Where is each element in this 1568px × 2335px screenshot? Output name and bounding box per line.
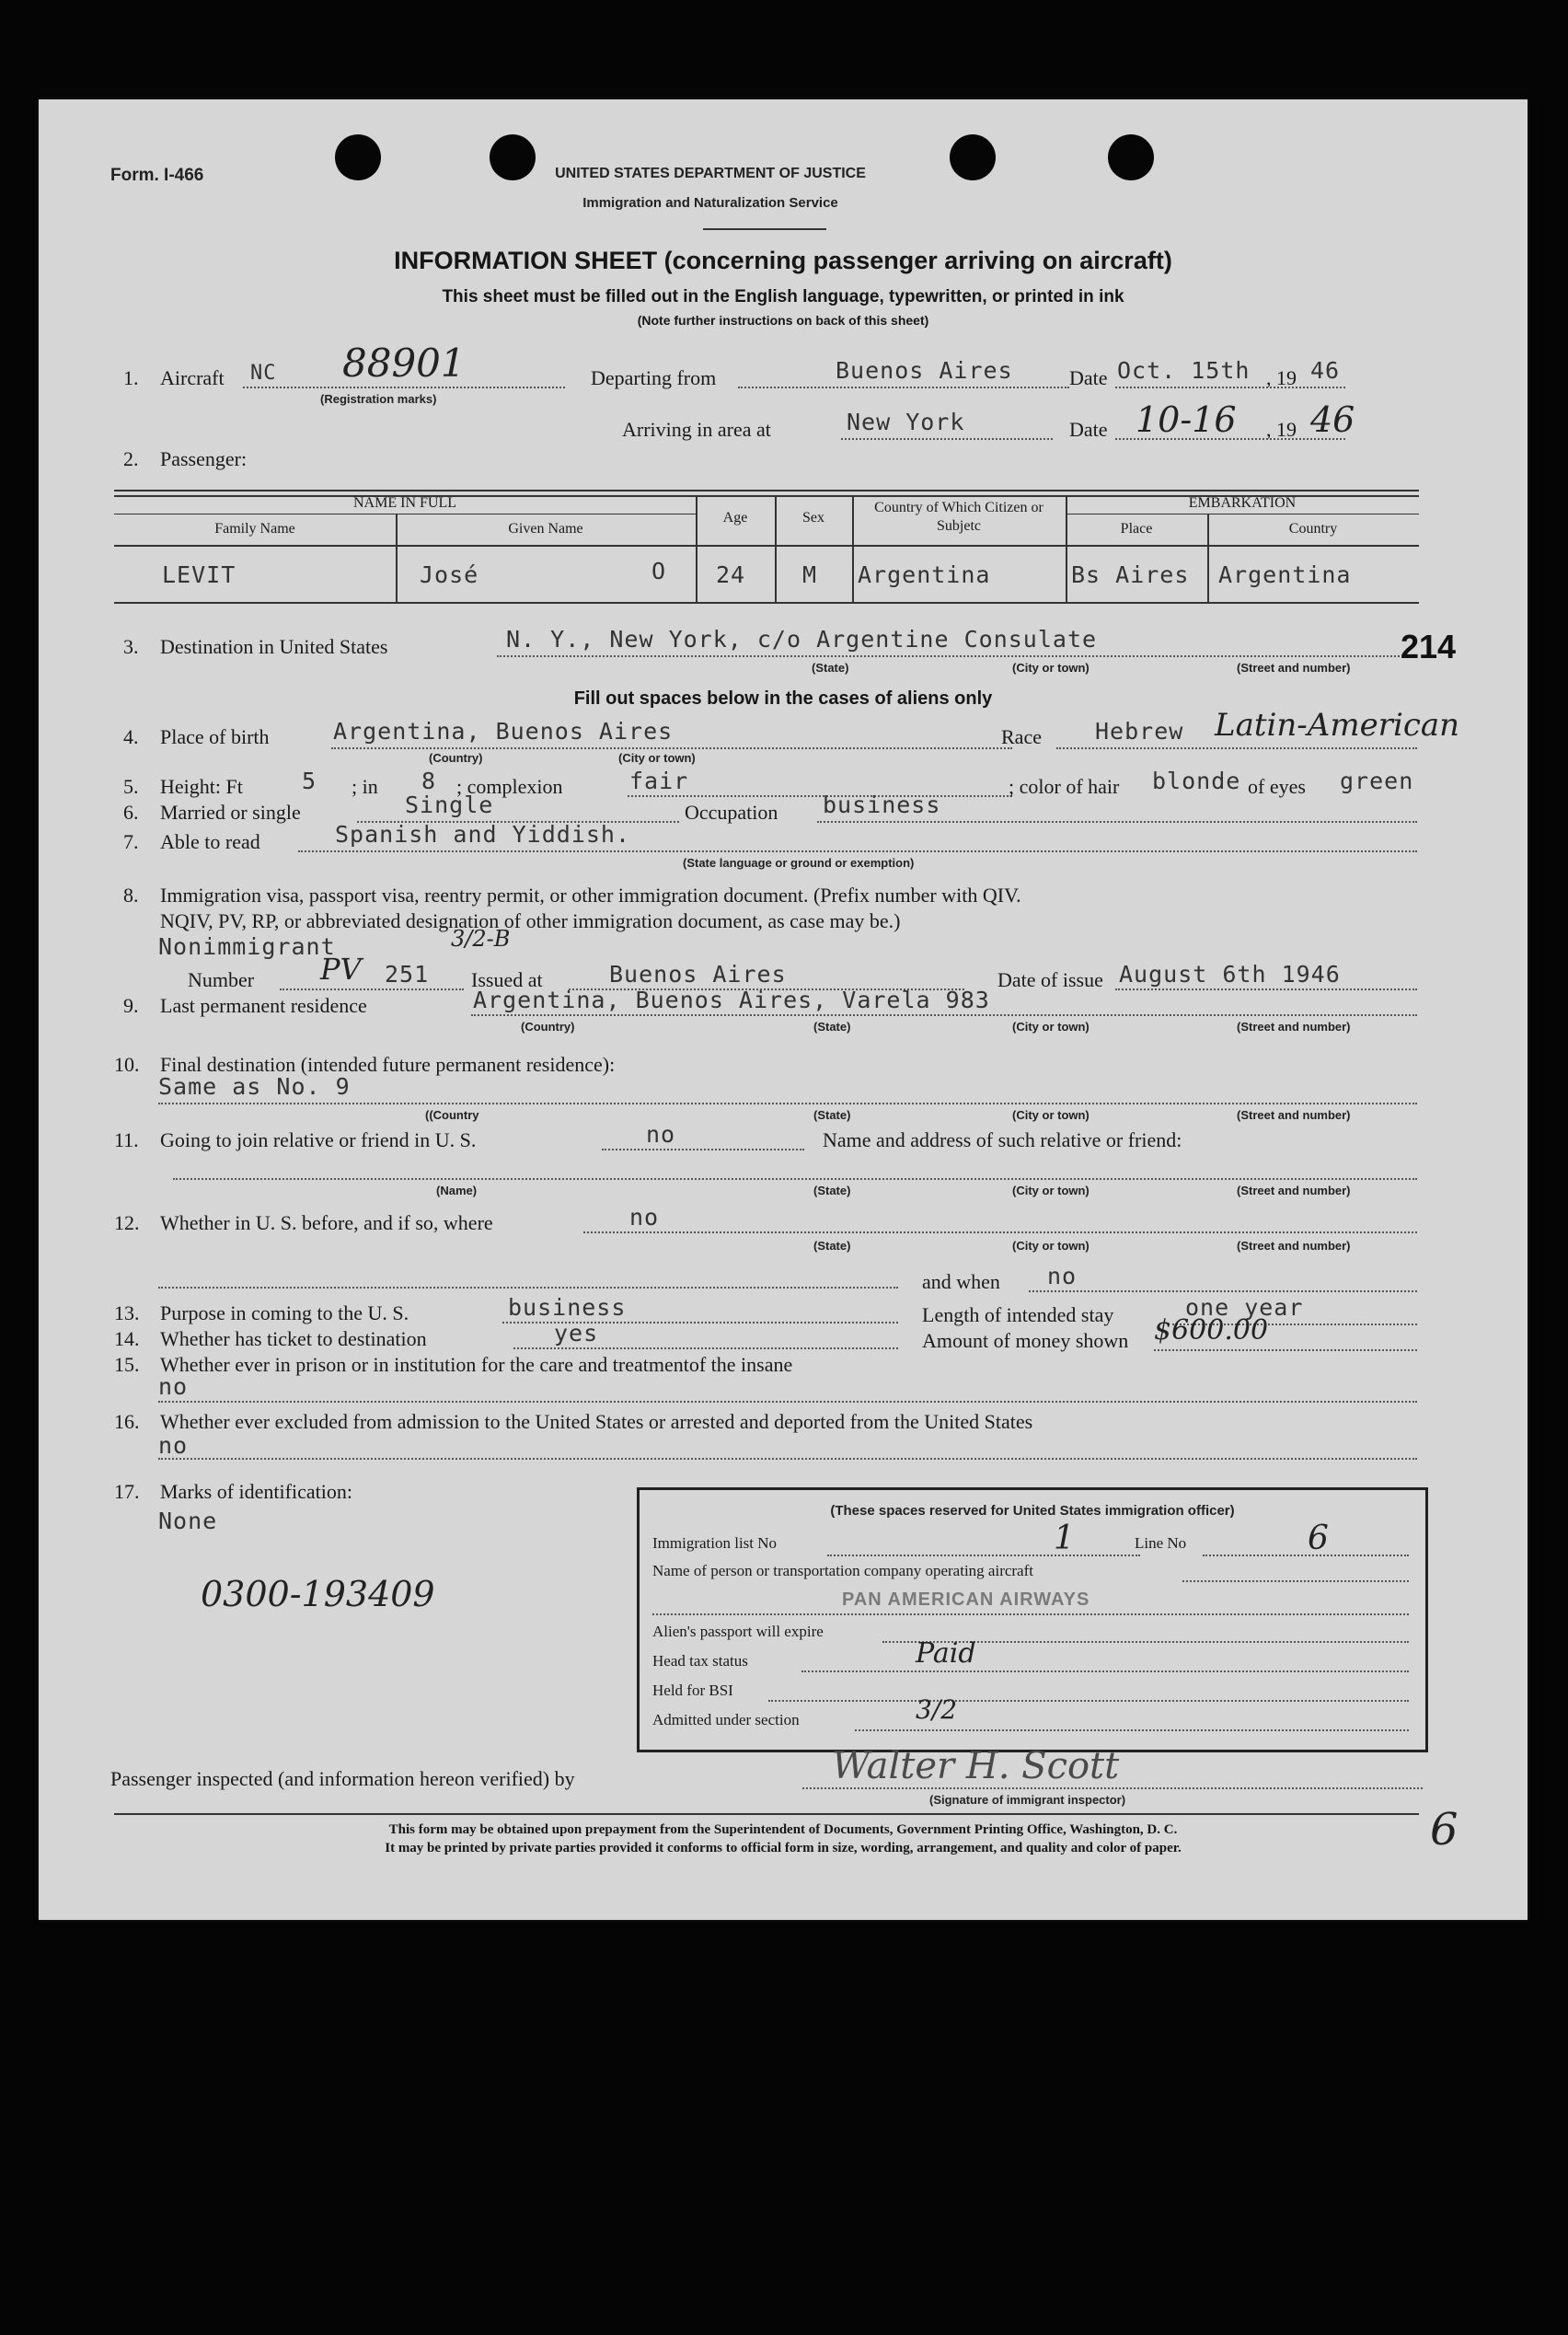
inspection-label: Passenger inspected (and information hereon verified) by <box>110 1767 575 1790</box>
arriving-date-label: Date <box>1069 418 1108 441</box>
q3-number: 3. <box>123 635 139 658</box>
department-name: UNITED STATES DEPARTMENT OF JUSTICE <box>555 166 866 181</box>
residence-country-caption: (Country) <box>521 1020 575 1034</box>
residence-city-caption: (City or town) <box>1012 1020 1090 1034</box>
visa-number: 251 <box>385 961 430 988</box>
issue-date-value: August 6th 1946 <box>1119 961 1341 988</box>
race-label: Race <box>1001 725 1042 748</box>
visit-city-caption: (City or town) <box>1012 1239 1090 1253</box>
relative-street-caption: (Street and number) <box>1237 1184 1351 1197</box>
join-relative-label: Going to join relative or friend in U. S. <box>160 1128 477 1151</box>
q1-number: 1. <box>123 366 139 389</box>
q2-number: 2. <box>123 447 139 470</box>
q14-number: 14. <box>114 1327 140 1350</box>
admitted-section-value: 3/2 <box>916 1694 958 1725</box>
visa-text-2: NQIV, PV, RP, or abbreviated designation of other immigration document, as case may be.) <box>160 909 901 932</box>
previous-visit-label: Whether in U. S. before, and if so, where <box>160 1211 493 1234</box>
line-number-label: Line No <box>1135 1534 1187 1552</box>
complexion-label: ; complexion <box>456 775 563 798</box>
th-family-name: Family Name <box>214 521 295 537</box>
identification-label: Marks of identification: <box>160 1480 352 1503</box>
final-street-caption: (Street and number) <box>1237 1108 1351 1122</box>
visit-state-caption: (State) <box>813 1239 851 1253</box>
handwritten-case-number: 0300-193409 <box>201 1574 435 1614</box>
date-label: Date <box>1069 366 1108 389</box>
marital-label: Married or single <box>160 801 301 824</box>
prison-label: Whether ever in prison or in institution for the care and treatmentof the insane <box>160 1353 793 1376</box>
hair-label: ; color of hair <box>1009 775 1120 798</box>
page-mark: 6 <box>1430 1804 1458 1855</box>
visit-when-value: no <box>1047 1263 1078 1289</box>
head-tax-value: Paid <box>916 1637 976 1670</box>
relative-city-caption: (City or town) <box>1012 1184 1090 1197</box>
visit-street-caption: (Street and number) <box>1237 1239 1351 1253</box>
aircraft-registration: 88901 <box>342 341 466 386</box>
passenger-label: Passenger: <box>160 447 248 470</box>
form-note: (Note further instructions on back of this sheet) <box>637 313 929 328</box>
q7-number: 7. <box>123 830 139 853</box>
arriving-date: 10-16 <box>1136 399 1237 440</box>
ticket-value: yes <box>554 1320 599 1347</box>
visa-text-1: Immigration visa, passport visa, reentry permit, or other immigration document. (Prefix number with QIV. <box>160 884 1021 907</box>
birthplace-country-caption: (Country) <box>429 751 483 765</box>
q4-number: 4. <box>123 725 139 748</box>
embarkation-place: Bs Aires <box>1071 561 1190 588</box>
q15-number: 15. <box>114 1353 140 1376</box>
stamped-number: 214 <box>1401 628 1457 665</box>
birthplace-city-caption: (City or town) <box>618 751 696 765</box>
th-given-name: Given Name <box>508 521 583 537</box>
service-name: Immigration and Naturalization Service <box>582 195 838 211</box>
ticket-label: Whether has ticket to destination <box>160 1327 427 1350</box>
read-value: Spanish and Yiddish. <box>335 821 631 848</box>
final-state-caption: (State) <box>813 1108 851 1122</box>
passenger-name-mark: O <box>651 558 667 584</box>
q9-number: 9. <box>123 994 139 1017</box>
q6-number: 6. <box>123 801 139 824</box>
destination-state-caption: (State) <box>812 661 849 675</box>
company-label: Name of person or transportation company operating aircraft <box>652 1562 1033 1579</box>
height-inches-label: ; in <box>352 775 378 798</box>
passenger-citizenship: Argentina <box>858 561 991 588</box>
occupation-value: business <box>823 792 941 818</box>
marital-value: Single <box>405 792 494 818</box>
relative-address-label: Name and address of such relative or friend: <box>823 1128 1182 1151</box>
bsi-label: Held for BSI <box>652 1682 733 1699</box>
height-inches: 8 <box>421 768 437 794</box>
arriving-label: Arriving in area at <box>622 418 771 441</box>
passenger-sex: M <box>802 561 818 588</box>
final-city-caption: (City or town) <box>1012 1108 1090 1122</box>
complexion-value: fair <box>629 768 689 794</box>
purpose-label: Purpose in coming to the U. S. <box>160 1301 409 1324</box>
footer-line-2: It may be printed by private parties provided it conforms to official form in size, wording, arrangement, and quality and color of paper. <box>385 1841 1182 1855</box>
passenger-family-name: LEVIT <box>162 561 236 588</box>
eyes-value: green <box>1340 768 1414 794</box>
destination-city-caption: (City or town) <box>1012 661 1090 675</box>
q8-number: 8. <box>123 884 139 907</box>
stay-value: one year <box>1185 1294 1304 1321</box>
departing-date: Oct. 15th <box>1117 357 1251 384</box>
join-relative-value: no <box>646 1121 676 1148</box>
q5-number: 5. <box>123 775 139 798</box>
final-destination-value: Same as No. 9 <box>158 1073 351 1100</box>
aliens-heading: Fill out spaces below in the cases of aliens only <box>573 688 993 709</box>
q17-number: 17. <box>114 1480 140 1503</box>
signature-caption: (Signature of immigrant inspector) <box>929 1793 1126 1807</box>
destination-label: Destination in United States <box>160 635 388 658</box>
header-rule <box>703 228 826 230</box>
th-name-in-full: NAME IN FULL <box>353 495 456 511</box>
visit-when-label: and when <box>922 1270 1000 1293</box>
q13-number: 13. <box>114 1301 140 1324</box>
aircraft-label: Aircraft <box>160 366 225 389</box>
residence-label: Last permanent residence <box>160 994 367 1017</box>
arriving-year-prefix: , 19 <box>1266 418 1297 441</box>
excluded-label: Whether ever excluded from admission to the United States or arrested and deported from the United States <box>160 1410 1033 1433</box>
punch-hole <box>1108 134 1154 180</box>
company-stamp: PAN AMERICAN AIRWAYS <box>842 1589 1090 1610</box>
residence-street-caption: (Street and number) <box>1237 1020 1351 1034</box>
line-number-value: 6 <box>1308 1520 1329 1557</box>
form-title: INFORMATION SHEET (concerning passenger arriving on aircraft) <box>394 247 1172 274</box>
punch-hole <box>335 134 381 180</box>
th-embarkation: EMBARKATION <box>1188 495 1297 511</box>
identification-value: None <box>158 1508 218 1534</box>
th-sex: Sex <box>802 510 824 526</box>
inspector-signature: Walter H. Scott <box>832 1745 1120 1787</box>
hair-value: blonde <box>1152 768 1241 794</box>
birthplace-label: Place of birth <box>160 725 270 748</box>
punch-hole <box>950 134 996 180</box>
th-embarkation-place: Place <box>1120 521 1153 537</box>
embarkation-country: Argentina <box>1218 561 1352 588</box>
residence-state-caption: (State) <box>813 1020 851 1034</box>
final-country-caption: ((Country <box>425 1108 479 1122</box>
previous-visit-value: no <box>629 1204 660 1231</box>
passenger-given-name: José <box>420 561 479 588</box>
year-prefix: , 19 <box>1266 366 1297 389</box>
issued-at-label: Issued at <box>471 968 543 991</box>
money-value: $600.00 <box>1154 1314 1269 1347</box>
eyes-label: of eyes <box>1248 775 1306 798</box>
form-instructions: This sheet must be filled out in the English language, typewritten, or printed in ink <box>442 287 1124 306</box>
relative-name-caption: (Name) <box>436 1184 478 1197</box>
th-country-citizen: Country of Which Citizen or Subjetc <box>874 500 1043 534</box>
read-label: Able to read <box>160 830 260 853</box>
visa-number-prefix: PV <box>320 952 362 987</box>
form-sheet <box>39 99 1528 1920</box>
th-embarkation-country: Country <box>1288 521 1338 537</box>
arriving-year: 46 <box>1310 399 1355 440</box>
q11-number: 11. <box>114 1128 139 1151</box>
immigration-list-value: 1 <box>1054 1520 1075 1557</box>
passport-expire-label: Alien's passport will expire <box>652 1623 824 1640</box>
prison-value: no <box>158 1373 189 1400</box>
money-label: Amount of money shown <box>922 1329 1129 1352</box>
head-tax-label: Head tax status <box>652 1652 748 1670</box>
relative-state-caption: (State) <box>813 1184 851 1197</box>
read-caption: (State language or ground or exemption) <box>683 856 915 870</box>
immigration-list-label: Immigration list No <box>652 1534 778 1552</box>
departing-value: Buenos Aires <box>836 357 1013 384</box>
race-value: Hebrew <box>1095 718 1184 745</box>
purpose-value: business <box>508 1294 627 1321</box>
destination-value: N. Y., New York, c/o Argentine Consulate <box>506 626 1098 653</box>
final-destination-label: Final destination (intended future permanent residence): <box>160 1053 616 1076</box>
footer-line-1: This form may be obtained upon prepayment from the Superintendent of Documents, Government Printing Office, Washington, D. C. <box>388 1822 1178 1837</box>
visa-doc-type: Nonimmigrant <box>158 933 336 960</box>
q12-number: 12. <box>114 1211 140 1234</box>
issue-date-label: Date of issue <box>997 968 1103 991</box>
destination-street-caption: (Street and number) <box>1237 661 1351 675</box>
officer-box <box>637 1487 1428 1752</box>
departing-year: 46 <box>1310 357 1341 384</box>
q16-number: 16. <box>114 1410 140 1433</box>
height-feet: 5 <box>302 768 317 794</box>
visa-number-label: Number <box>188 968 255 991</box>
departing-label: Departing from <box>591 366 717 389</box>
issued-at-value: Buenos Aires <box>609 961 787 988</box>
officer-box-title: (These spaces reserved for United States immigration officer) <box>830 1503 1235 1519</box>
th-age: Age <box>722 510 748 526</box>
q10-number: 10. <box>114 1053 140 1076</box>
stay-label: Length of intended stay <box>922 1303 1114 1326</box>
excluded-value: no <box>158 1432 189 1459</box>
residence-value: Argentina, Buenos Aires, Varela 983 <box>473 987 990 1013</box>
form-number: Form. I-466 <box>110 166 204 185</box>
passenger-age: 24 <box>716 561 746 588</box>
race-handwritten: Latin-American <box>1215 707 1460 744</box>
registration-caption: (Registration marks) <box>320 392 437 406</box>
aircraft-prefix: NC <box>250 362 277 385</box>
occupation-label: Occupation <box>685 801 778 824</box>
admitted-section-label: Admitted under section <box>652 1711 800 1728</box>
visa-doc-handwritten: 3/2-B <box>451 926 511 952</box>
arriving-value: New York <box>847 409 965 435</box>
height-label: Height: Ft <box>160 775 243 798</box>
birthplace-value: Argentina, Buenos Aires <box>333 718 674 745</box>
